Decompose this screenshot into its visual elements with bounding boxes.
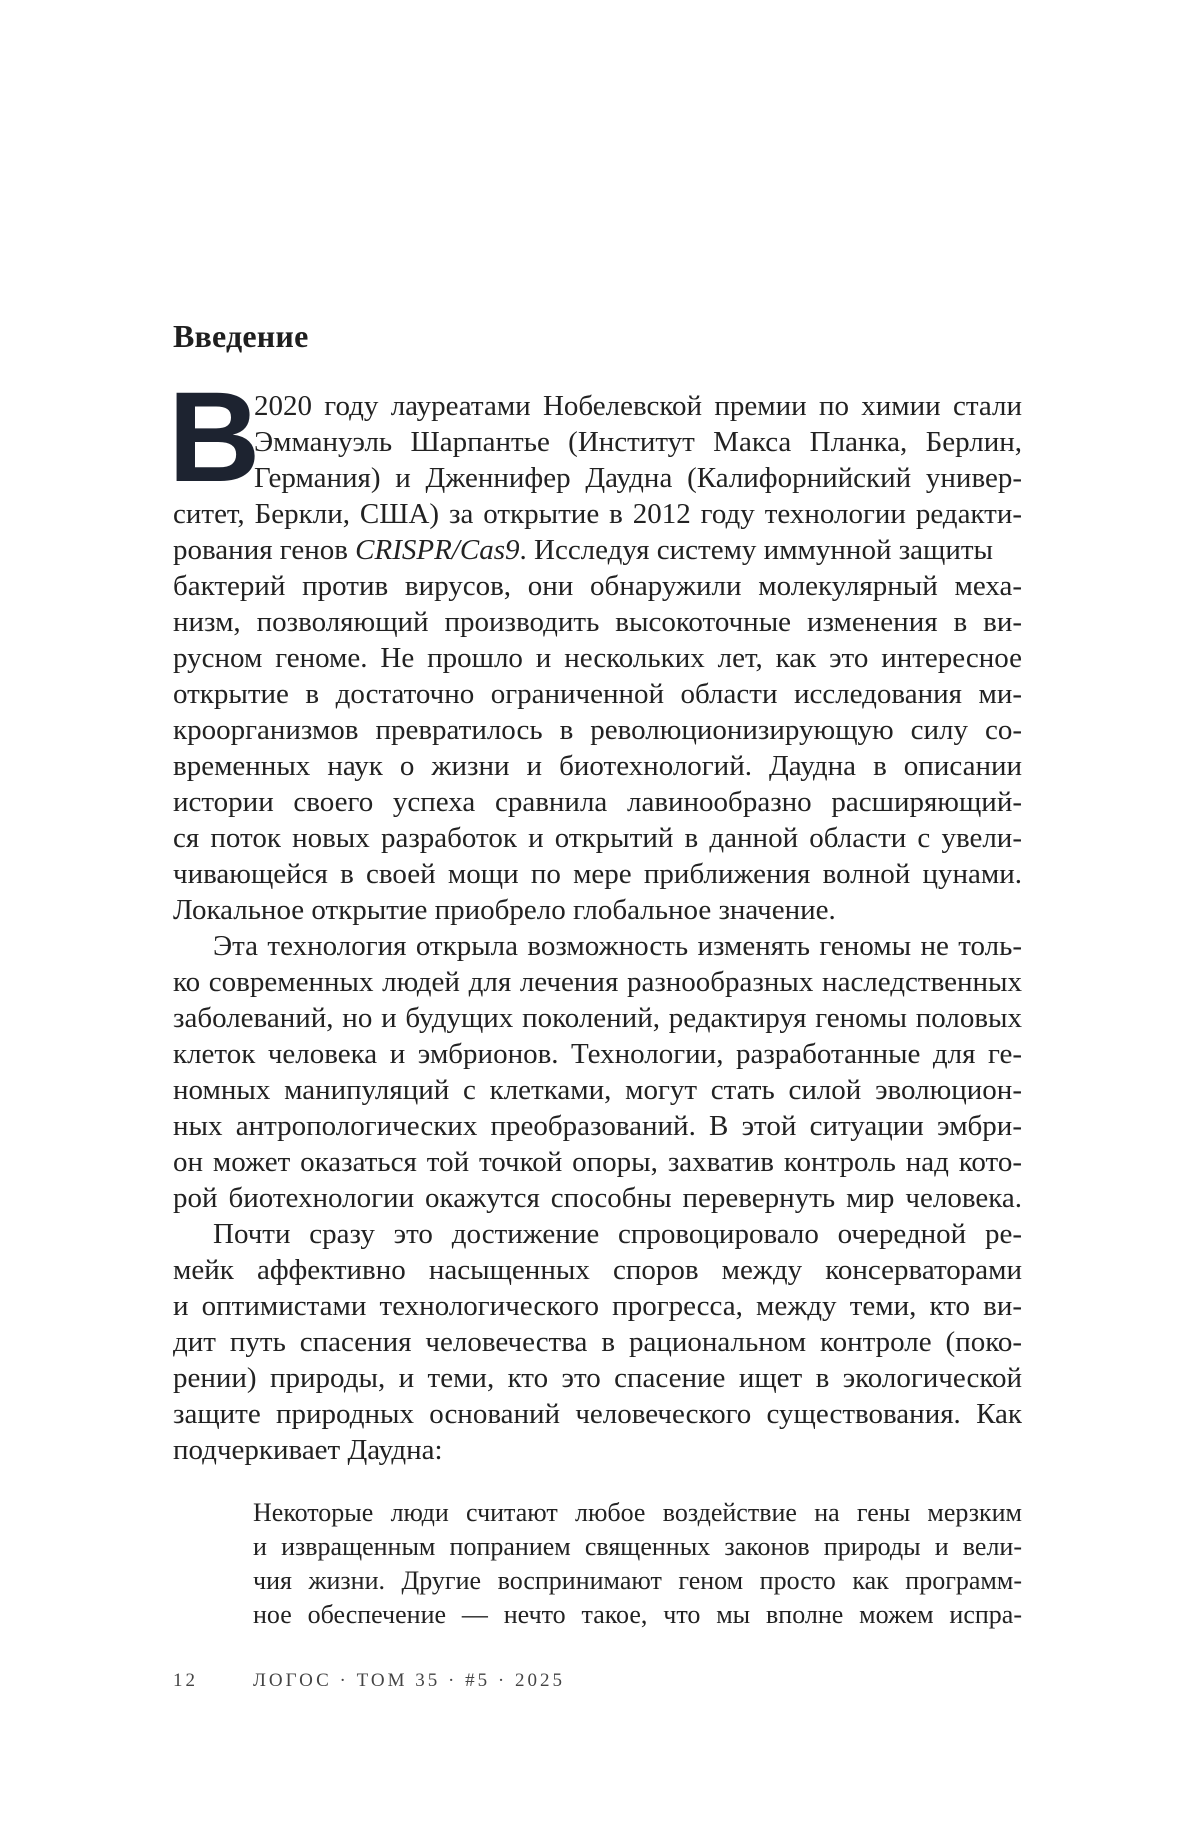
paragraph-2-line-8: рой биотехнологии окажутся способны перевернуть мир человека. xyxy=(173,1182,1022,1214)
paragraph-1-line-5-end: . Исследуя систему иммунной защиты xyxy=(519,534,994,566)
page-number: 12 xyxy=(173,1670,198,1691)
paragraph-1-line-14: чивающейся в своей мощи по мере приближения волной цунами. xyxy=(173,858,1022,890)
paragraph-3-line-2: мейк аффективно насыщенных споров между консерваторами xyxy=(173,1254,1022,1286)
section-heading: Введение xyxy=(173,318,309,354)
journal-running-footer: ЛОГОС · ТОМ 35 · #5 · 2025 xyxy=(253,1670,565,1691)
paragraph-2-line-5: номных манипуляций с клетками, могут стать силой эволюцион- xyxy=(173,1074,1022,1106)
paragraph-1-line-7: низм, позволяющий производить высокоточные изменения в ви- xyxy=(173,606,1022,638)
paragraph-1-line-4: ситет, Беркли, США) за открытие в 2012 году технологии редакти- xyxy=(173,498,1022,530)
paragraph-1-line-15: Локальное открытие приобрело глобальное значение. xyxy=(173,894,836,926)
paragraph-3-line-3: и оптимистами технологического прогресса, между теми, кто ви- xyxy=(173,1290,1022,1322)
paragraph-1-line-6: бактерий против вирусов, они обнаружили молекулярный меха- xyxy=(173,570,1022,602)
paragraph-1-line-9: открытие в достаточно ограниченной области исследования ми- xyxy=(173,678,1022,710)
quote-line-3: чия жизни. Другие воспринимают геном просто как программ- xyxy=(253,1566,1022,1595)
quote-line-2: и извращенным попранием священных законов природы и вели- xyxy=(253,1532,1022,1561)
paragraph-2-line-4: клеток человека и эмбрионов. Технологии, разработанные для ге- xyxy=(173,1038,1022,1070)
paragraph-3-line-6: защите природных оснований человеческого существования. Как xyxy=(173,1398,1022,1430)
quote-line-4: ное обеспечение — нечто такое, что мы вполне можем испра- xyxy=(253,1600,1022,1629)
paragraph-1-line-12: истории своего успеха сравнила лавинообразно расширяющий- xyxy=(173,786,1022,818)
paragraph-3-line-7: подчеркивает Даудна: xyxy=(173,1434,443,1466)
paragraph-3-line-1: Почти сразу это достижение спровоцировало очередной ре- xyxy=(213,1218,1022,1250)
paragraph-1-line-3: Германия) и Дженнифер Даудна (Калифорнийский универ- xyxy=(254,462,1022,494)
crispr-term: CRISPR/Cas9 xyxy=(355,534,520,566)
paragraph-2-line-3: заболеваний, но и будущих поколений, редактируя геномы половых xyxy=(173,1002,1022,1034)
paragraph-1-line-5 xyxy=(173,532,1022,568)
quote-line-1: Некоторые люди считают любое воздействие на гены мерзким xyxy=(253,1498,1022,1527)
paragraph-2-line-6: ных антропологических преобразований. В этой ситуации эмбри- xyxy=(173,1110,1022,1142)
drop-cap: В xyxy=(168,366,261,509)
paragraph-3-line-4: дит путь спасения человечества в рациональном контроле (поко- xyxy=(173,1326,1022,1358)
paragraph-1-line-13: ся поток новых разработок и открытий в данной области с увели- xyxy=(173,822,1022,854)
paragraph-3-line-5: рении) природы, и теми, кто это спасение ищет в экологической xyxy=(173,1362,1022,1394)
paragraph-2-line-1: Эта технология открыла возможность изменять геномы не толь- xyxy=(213,930,1022,962)
paragraph-1-line-11: временных наук о жизни и биотехнологий. Даудна в описании xyxy=(173,750,1022,782)
paragraph-1-line-8: русном геноме. Не прошло и нескольких лет, как это интересное xyxy=(173,642,1022,674)
paragraph-1-line-10: кроорганизмов превратилось в революционизирующую силу со- xyxy=(173,714,1022,746)
paragraph-1-line-5-start: рования генов xyxy=(173,534,348,566)
paragraph-1-line-2: Эммануэль Шарпантье (Институт Макса Планка, Берлин, xyxy=(254,426,1022,458)
paragraph-2-line-2: ко современных людей для лечения разнообразных наследственных xyxy=(173,966,1022,998)
paragraph-1-line-1: 2020 году лауреатами Нобелевской премии по химии стали xyxy=(254,390,1022,422)
paragraph-2-line-7: он может оказаться той точкой опоры, захватив контроль над кото- xyxy=(173,1146,1022,1178)
